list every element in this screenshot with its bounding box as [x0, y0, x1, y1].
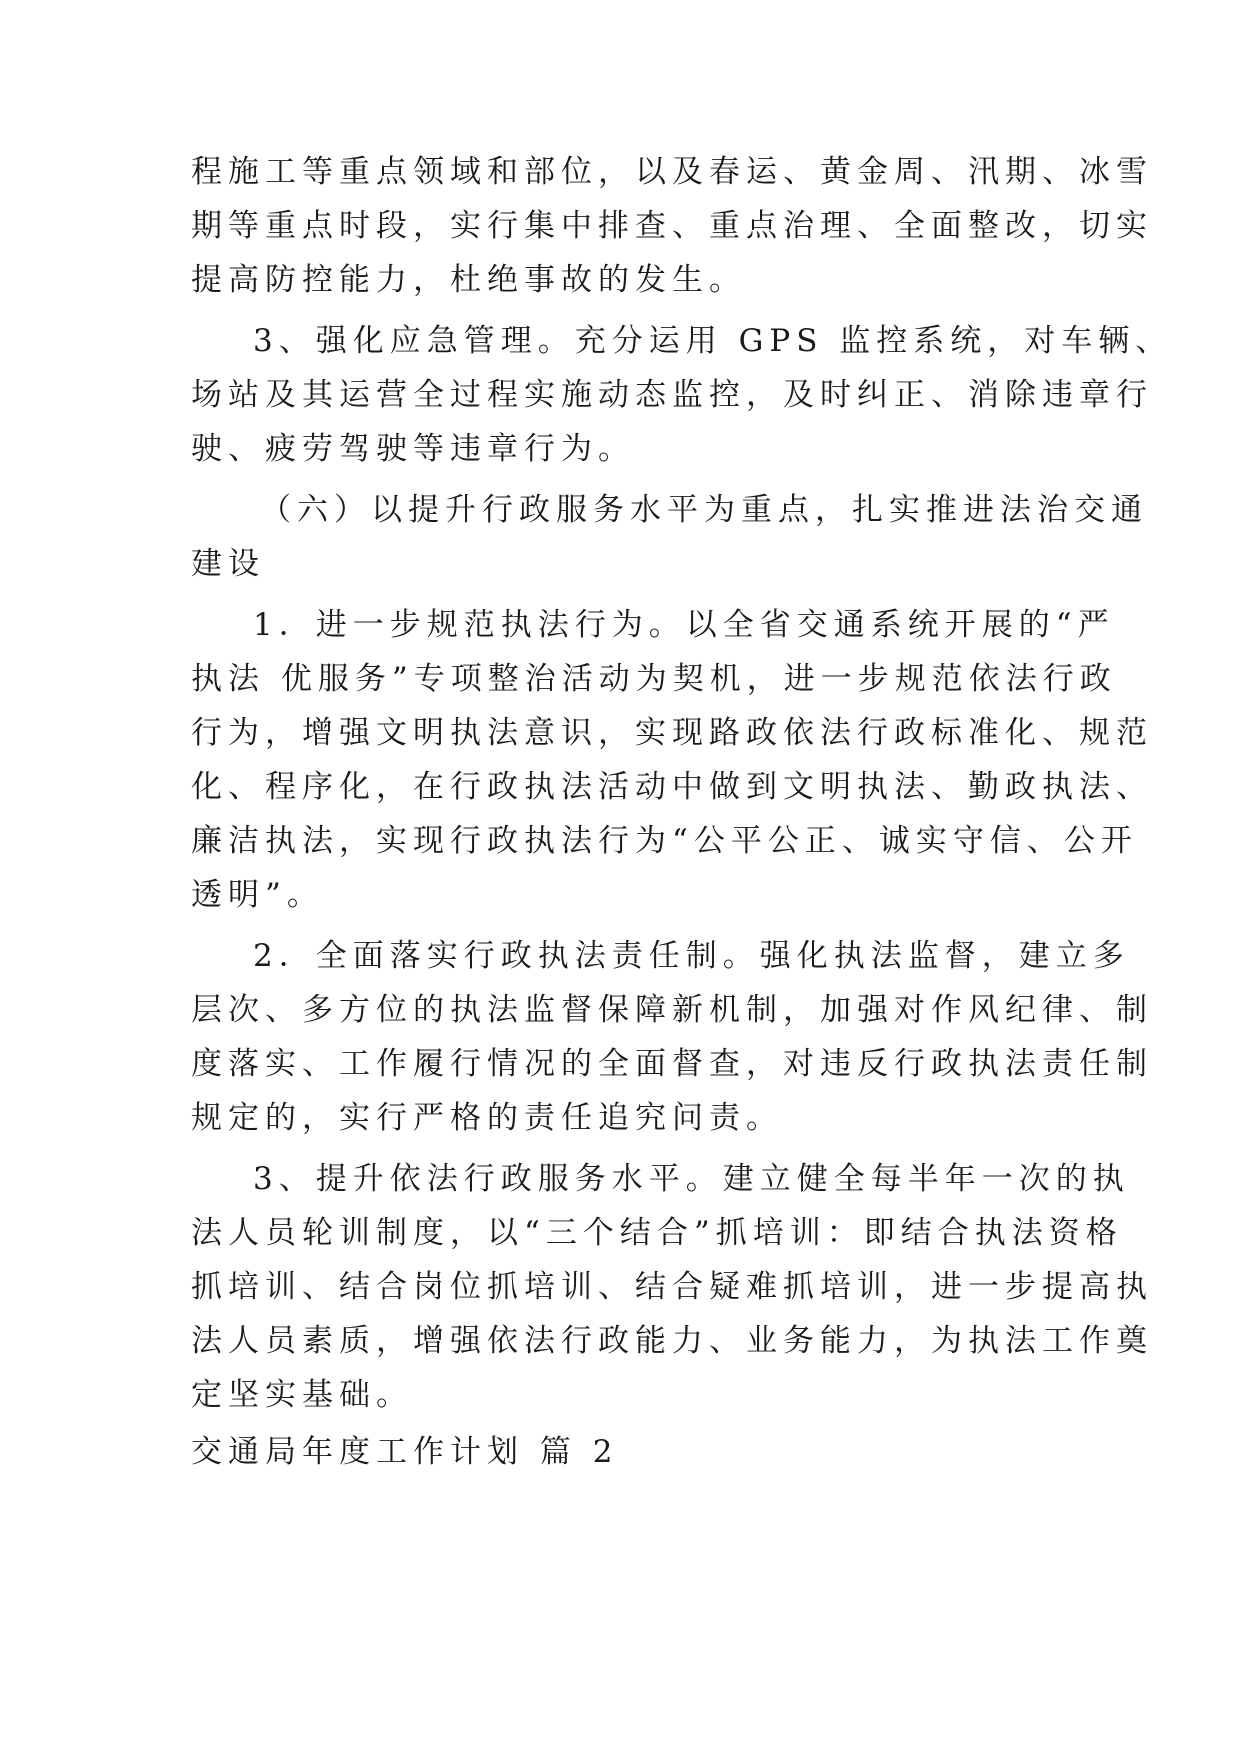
paragraph-line: 程施工等重点领域和部位，以及春运、黄金周、汛期、冰雪	[191, 154, 1153, 190]
paragraph-line: 场站及其运营全过程实施动态监控，及时纠正、消除违章行	[191, 377, 1153, 413]
paragraph-line: 化、程序化，在行政执法活动中做到文明执法、勤政执法、	[191, 769, 1153, 805]
paragraph-line: 度落实、工作履行情况的全面督查，对违反行政执法责任制	[191, 1046, 1153, 1082]
paragraph-line: 提高防控能力，杜绝事故的发生。	[191, 262, 746, 298]
paragraph-line: 透明”。	[191, 877, 324, 913]
paragraph-line: 2．全面落实行政执法责任制。强化执法监督，建立多	[253, 938, 1130, 974]
paragraph-line: 抓培训、结合岗位抓培训、结合疑难抓培训，进一步提高执	[191, 1269, 1153, 1305]
section-subheading: （六）以提升行政服务水平为重点，扎实推进法治交通	[260, 492, 1148, 528]
paragraph-line: 执法 优服务”专项整治活动为契机，进一步规范依法行政	[191, 661, 1117, 697]
section-subheading: 建设	[191, 546, 265, 582]
paragraph-line: 行为，增强文明执法意识，实现路政依法行政标准化、规范	[191, 715, 1153, 751]
paragraph-line: 法人员素质，增强依法行政能力、业务能力，为执法工作奠	[191, 1323, 1153, 1359]
paragraph-line: 层次、多方位的执法监督保障新机制，加强对作风纪律、制	[191, 992, 1153, 1028]
section-heading: 交通局年度工作计划 篇 2	[191, 1434, 619, 1470]
paragraph-line: 期等重点时段，实行集中排查、重点治理、全面整改，切实	[191, 208, 1153, 244]
paragraph-line: 3、强化应急管理。充分运用 GPS 监控系统，对车辆、	[253, 323, 1173, 359]
paragraph-line: 1．进一步规范执法行为。以全省交通系统开展的“严	[253, 607, 1115, 643]
paragraph-line: 廉洁执法，实现行政执法行为“公平公正、诚实守信、公开	[191, 823, 1138, 859]
paragraph-line: 规定的，实行严格的责任追究问责。	[191, 1100, 783, 1136]
paragraph-line: 定坚实基础。	[191, 1377, 413, 1413]
paragraph-line: 驶、疲劳驾驶等违章行为。	[191, 431, 635, 467]
paragraph-line: 法人员轮训制度，以“三个结合”抓培训：即结合执法资格	[191, 1215, 1123, 1251]
paragraph-line: 3、提升依法行政服务水平。建立健全每半年一次的执	[253, 1161, 1130, 1197]
